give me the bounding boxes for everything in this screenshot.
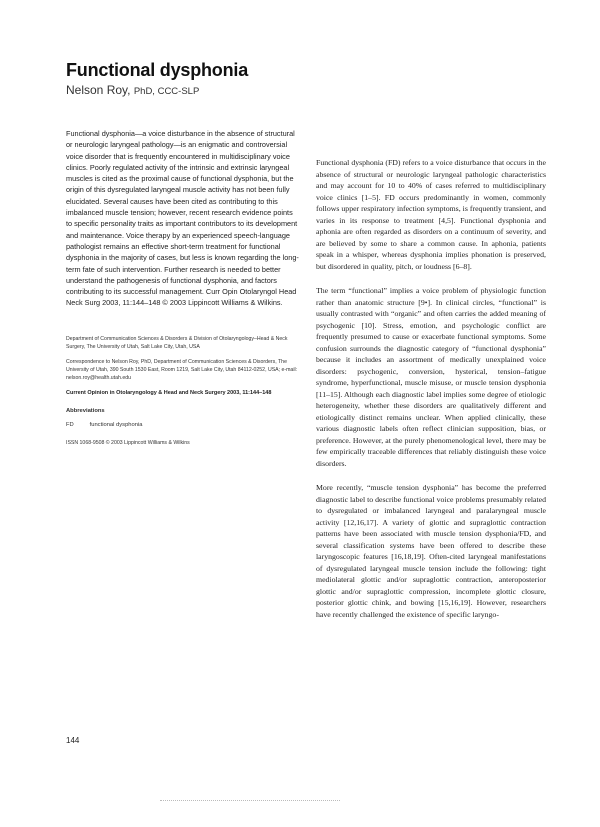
author-line (66, 83, 199, 97)
body-paragraph: Functional dysphonia (FD) refers to a voice disturbance that occurs in the absence of structural or neurologic laryngeal pathologic characteristics and may account for 10 to 40% of cases referred to multidisciplinary voice clinics [1–5]. FD occurs predominantly in women, commonly follows upper respiratory infection symptoms, is frequently transient, and varies in its response to treatment [4,5]. Functional dysphonia and aphonia are often regarded as disorders on a continuum of severity, and are believed by some to share a common cause. In aphonia, patients speak in a whisper, whereas dysphonia implies phonation is preserved, but disordered in quality, pitch, or loudness [6–8]. (316, 158, 546, 271)
abbreviations-heading: Abbreviations (66, 407, 105, 414)
author-name: Nelson Roy, (66, 83, 131, 97)
abstract-text: Functional dysphonia—a voice disturbance in the absence of structural or neurologic laryngeal pathology—is an enigmatic and controversial voice disorder that is frequently encountered in multidisciplinary voice clinics. Poorly regulated activity of the intrinsic and extrinsic laryngeal muscles is cited as the proximal cause of functional dysphonia, but the origin of this dysregulated laryngeal muscle activity has not been fully elucidated. Several causes have been cited as contributing to this imbalanced muscle tension; however, recent research evidence points to specific personality traits as important contributors to its development and maintenance. Voice therapy by an experienced speech-language pathologist remains an effective short-term treatment for functional dysphonia in the majority of cases, but less is known regarding the long-term fate of such intervention. Further research is needed to better understand the pathogenesis of functional dysphonia, and factors contributing to its successful management. Curr Opin Otolaryngol Head Neck Surg 2003, 11:144–148 © 2003 Lippincott Williams & Wilkins. (66, 129, 299, 308)
department-affiliation: Department of Communication Sciences & Disorders & Division of Otolaryngology–Head & Neck Surgery, The University of Utah, Salt Lake City, Utah, USA (66, 335, 288, 350)
footer-divider (160, 800, 340, 801)
journal-citation: Current Opinion in Otolaryngology & Head and Neck Surgery 2003, 11:144–148 (66, 389, 272, 396)
issn-line: ISSN 1068-9508 © 2003 Lippincott Williams & Wilkins (66, 439, 190, 446)
author-credentials: PhD, CCC-SLP (133, 86, 200, 97)
affiliation-block (66, 335, 300, 447)
left-column (66, 128, 300, 447)
abbreviation-key: FD (66, 421, 74, 428)
right-column (316, 157, 546, 633)
correspondence-address: Correspondence to Nelson Roy, PhD, Department of Communication Sciences & Disorders, The University of Utah, 390 South 1530 East, Room 1219, Salt Lake City, Utah 84112-0252, USA; e-mail: nelson.roy@health.utah.edu (66, 358, 298, 381)
body-paragraph: The term “functional” implies a voice problem of physiologic function rather than anatomic structure [9•]. In clinical circles, “functional” is usually contrasted with “organic” and often carries the added meaning of psychogenic [10]. Stress, emotion, and psychologic conflict are frequently presumed to cause or exacerbate functional symptoms. Some confusion surrounds the diagnostic category of “functional dysphonia” because it includes an assortment of medically unexplained voice disorders: psychogenic, conversion, hysterical, tension–fatigue syndrome, hyperfunctional, muscle misuse, or muscle tension dysphonia [11–15]. Although each diagnostic label implies some degree of etiologic heterogeneity, whether these disorders are qualitatively different and etiologically distinct remains unclear. When applied clinically, these various diagnostic labels often reflect clinician supposition, bias, or preference. However, at the purely phenomenological level, there may be few empirically traceable differences that reliably distinguish these voice disorders. (316, 286, 546, 468)
page-number: 144 (66, 736, 80, 745)
abbreviation-value: functional dysphonia (89, 421, 143, 428)
abbreviation-entry (66, 421, 300, 429)
body-paragraph: More recently, “muscle tension dysphonia” has become the preferred diagnostic label to describe functional voice problems presumably related to dysregulated or imbalanced laryngeal and paralaryngeal muscle activity [12,16,17]. A variety of glottic and supraglottic contraction patterns have been associated with muscle tension dysphonia/FD, and several classification systems have been offered to describe these laryngoscopic features [16,18,19]. Often-cited laryngeal manifestations of dysregulated laryngeal muscle tension include the following: tight mediolateral glottic and/or supraglottic contraction, anteroposterior glottic and/or supraglottic compression, incomplete glottic closure, posterior glottic chink, and bowing [15,16,19]. However, researchers have recently challenged the existence of specific laryngo- (316, 483, 546, 619)
article-title: Functional dysphonia (66, 60, 249, 80)
